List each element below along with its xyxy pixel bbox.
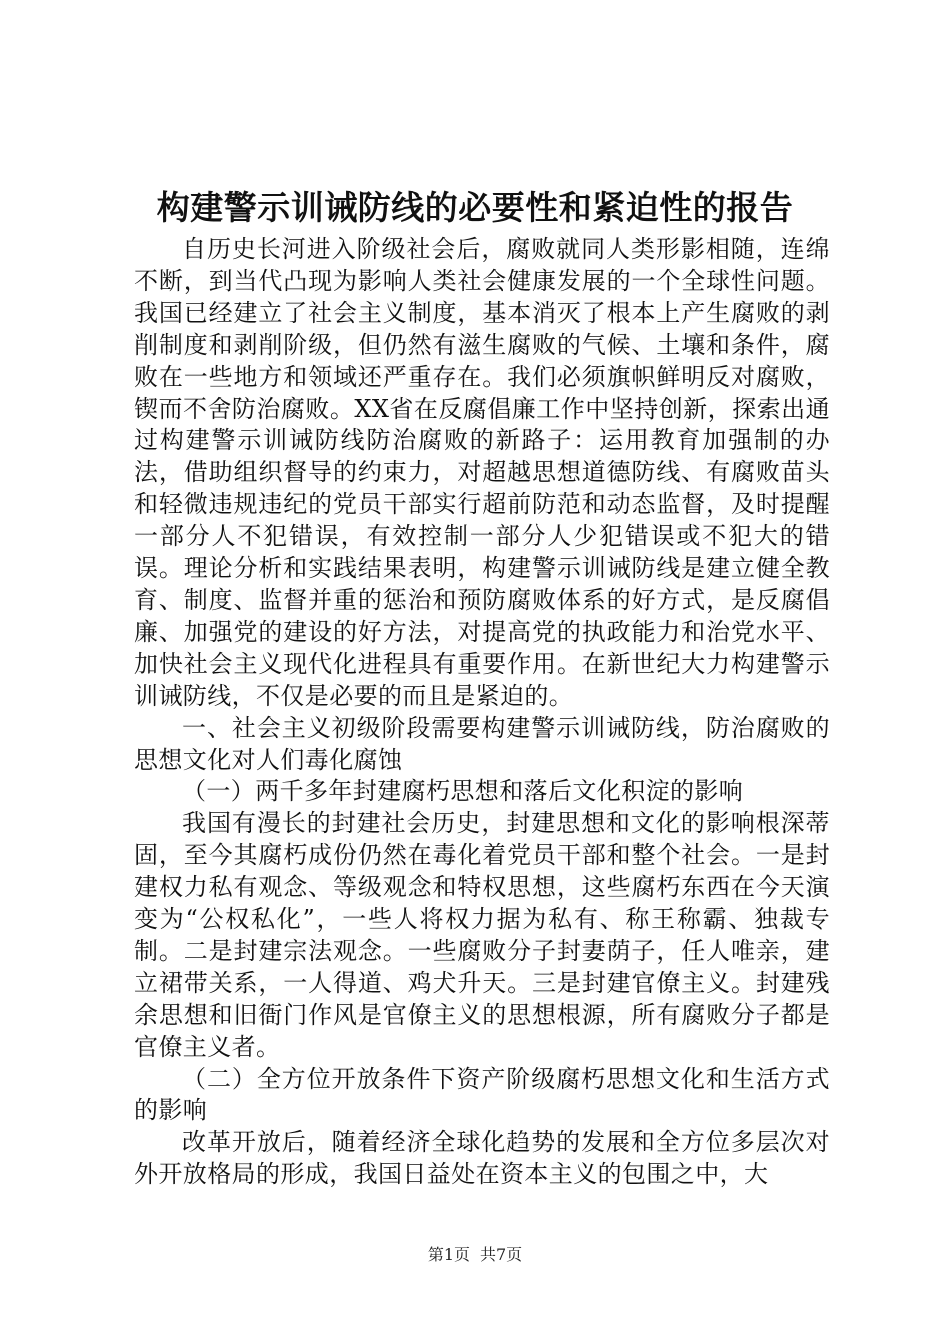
- paragraph-intro: 自历史长河进入阶级社会后，腐败就同人类形影相随，连绵不断，到当代凸现为影响人类社会健康发展的一个全球性问题。我国已经建立了社会主义制度，基本消灭了根本上产生腐败的剥削制度和剥削阶级，但仍然有滋生腐败的气候、土壤和条件，腐败在一些地方和领域还严重存在。我们必须旗帜鲜明反对腐败，锲而不舍防治腐败。XX省在反腐倡廉工作中坚持创新，探索出通过构建警示训诫防线防治腐败的新路子：运用教育加强制的办法，借助组织督导的约束力，对超越思想道德防线、有腐败苗头和轻微违规违纪的党员干部实行超前防范和动态监督，及时提醒一部分人不犯错误，有效控制一部分人少犯错误或不犯大的错误。理论分析和实践结果表明，构建警示训诫防线是建立健全教育、制度、监督并重的惩治和预防腐败体系的好方式，是反腐倡廉、加强党的建设的好方法，对提高党的执政能力和治党水平、加快社会主义现代化进程具有重要作用。在新世纪大力构建警示训诫防线，不仅是必要的而且是紧迫的。: [134, 235, 830, 710]
- page-total: 共7页: [480, 1245, 523, 1264]
- document-title: 构建警示训诫防线的必要性和紧迫性的报告: [156, 188, 794, 227]
- document-body: [134, 234, 830, 1191]
- page-number: 第1页: [427, 1245, 470, 1264]
- subsection-heading-2: （二）全方位开放条件下资产阶级腐朽思想文化和生活方式的影响: [134, 1064, 830, 1125]
- subsection-heading-1: （一）两千多年封建腐朽思想和落后文化积淀的影响: [182, 777, 744, 806]
- page-footer: [0, 1243, 950, 1267]
- paragraph-feudal-influence: 我国有漫长的封建社会历史，封建思想和文化的影响根深蒂固，至今其腐朽成份仍然在毒化着党员干部和整个社会。一是封建权力私有观念、等级观念和特权思想，这些腐朽东西在今天演变为“公权私化”，一些人将权力据为私有、称王称霸、独裁专制。二是封建宗法观念。一些腐败分子封妻荫子，任人唯亲，建立裙带关系，一人得道、鸡犬升天。三是封建官僚主义。封建残余思想和旧衙门作风是官僚主义的思想根源，所有腐败分子都是官僚主义者。: [134, 809, 830, 1061]
- section-heading-1: 一、社会主义初级阶段需要构建警示训诫防线，防治腐败的思想文化对人们毒化腐蚀: [134, 713, 830, 774]
- paragraph-reform-opening: 改革开放后，随着经济全球化趋势的发展和全方位多层次对外开放格局的形成，我国日益处在资本主义的包围之中，大: [134, 1128, 830, 1189]
